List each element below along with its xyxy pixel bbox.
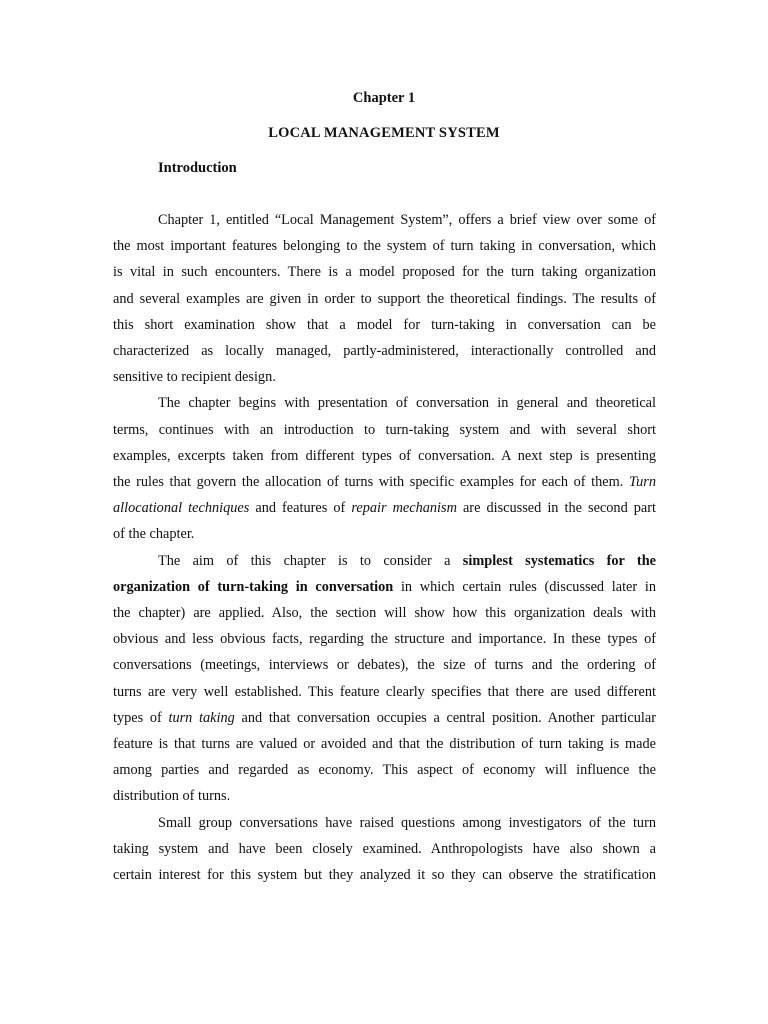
text-line: certain interest for this system but they analyzed it so they can observe the stratification — [113, 867, 656, 884]
text-run: and features of — [249, 500, 352, 517]
italic-term: turn taking — [168, 709, 235, 726]
text-line: the chapter) are applied. Also, the section will show how this organization deals with — [113, 605, 656, 622]
text-line: Small group conversations have raised questions among investigators of the turn — [158, 814, 656, 831]
text-line-with-italic — [113, 705, 656, 731]
text-line-with-italic — [113, 495, 656, 521]
section-title: LOCAL MANAGEMENT SYSTEM — [268, 125, 500, 141]
text-line: conversations (meetings, interviews or debates), the size of turns and the ordering of — [113, 657, 656, 674]
text-line: terms, continues with an introduction to turn-taking system and with several short — [113, 421, 656, 438]
text-line: taking system and have been closely examined. Anthropologists have also shown a — [113, 840, 656, 857]
text-line: obvious and less obvious facts, regarding the structure and importance. In these types of — [113, 631, 656, 648]
bold-term: organization of turn-taking in conversation — [113, 578, 394, 595]
bold-term: simplest systematics for the — [462, 552, 656, 569]
text-run: are discussed in the second part — [456, 500, 657, 517]
text-line: among parties and regarded as economy. This aspect of economy will influence the — [113, 762, 656, 779]
paragraph-2 — [113, 390, 656, 547]
text-line-with-italic — [113, 469, 656, 495]
text-run: and that conversation occupies a central position. Another particular — [234, 709, 656, 726]
text-line-with-bold — [113, 574, 656, 600]
text-line: turns are very well established. This feature clearly specifies that there are used different — [113, 683, 656, 700]
text-line: and several examples are given in order to support the theoretical findings. The results of — [113, 290, 656, 307]
text-run: in which certain rules (discussed later in — [393, 578, 656, 595]
text-line-with-bold — [113, 548, 656, 574]
paragraph-1 — [113, 207, 656, 390]
italic-term: repair mechanism — [351, 500, 457, 517]
text-line: this short examination show that a model for turn-taking in conversation can be — [113, 316, 656, 333]
text-line: is vital in such encounters. There is a model proposed for the turn taking organization — [113, 264, 656, 281]
text-line: the most important features belonging to the system of turn taking in conversation, which — [113, 238, 656, 255]
paragraph-3 — [113, 548, 656, 810]
subheading-introduction: Introduction — [158, 160, 237, 176]
text-line: The chapter begins with presentation of conversation in general and theoretical — [158, 395, 656, 412]
body-text — [113, 207, 656, 888]
text-line: distribution of turns. — [113, 788, 231, 805]
paragraph-4 — [113, 810, 656, 889]
italic-term: allocational techniques — [113, 500, 250, 517]
italic-term: Turn — [628, 474, 656, 491]
chapter-label: Chapter 1 — [352, 90, 416, 106]
text-line: characterized as locally managed, partly-administered, interactionally controlled and — [113, 343, 656, 360]
text-run: the rules that govern the allocation of turns with specific examples for each of them. — [113, 474, 624, 491]
text-run: The aim of this chapter is to consider a — [158, 552, 463, 569]
text-line: Chapter 1, entitled “Local Management System”, offers a brief view over some of — [158, 212, 656, 228]
text-run: types of — [113, 709, 169, 726]
text-line: feature is that turns are valued or avoided and that the distribution of turn taking is made — [113, 736, 656, 753]
text-line: of the chapter. — [113, 526, 195, 543]
text-line: sensitive to recipient design. — [113, 369, 276, 386]
text-line: examples, excerpts taken from different types of conversation. A next step is presenting — [113, 447, 656, 464]
